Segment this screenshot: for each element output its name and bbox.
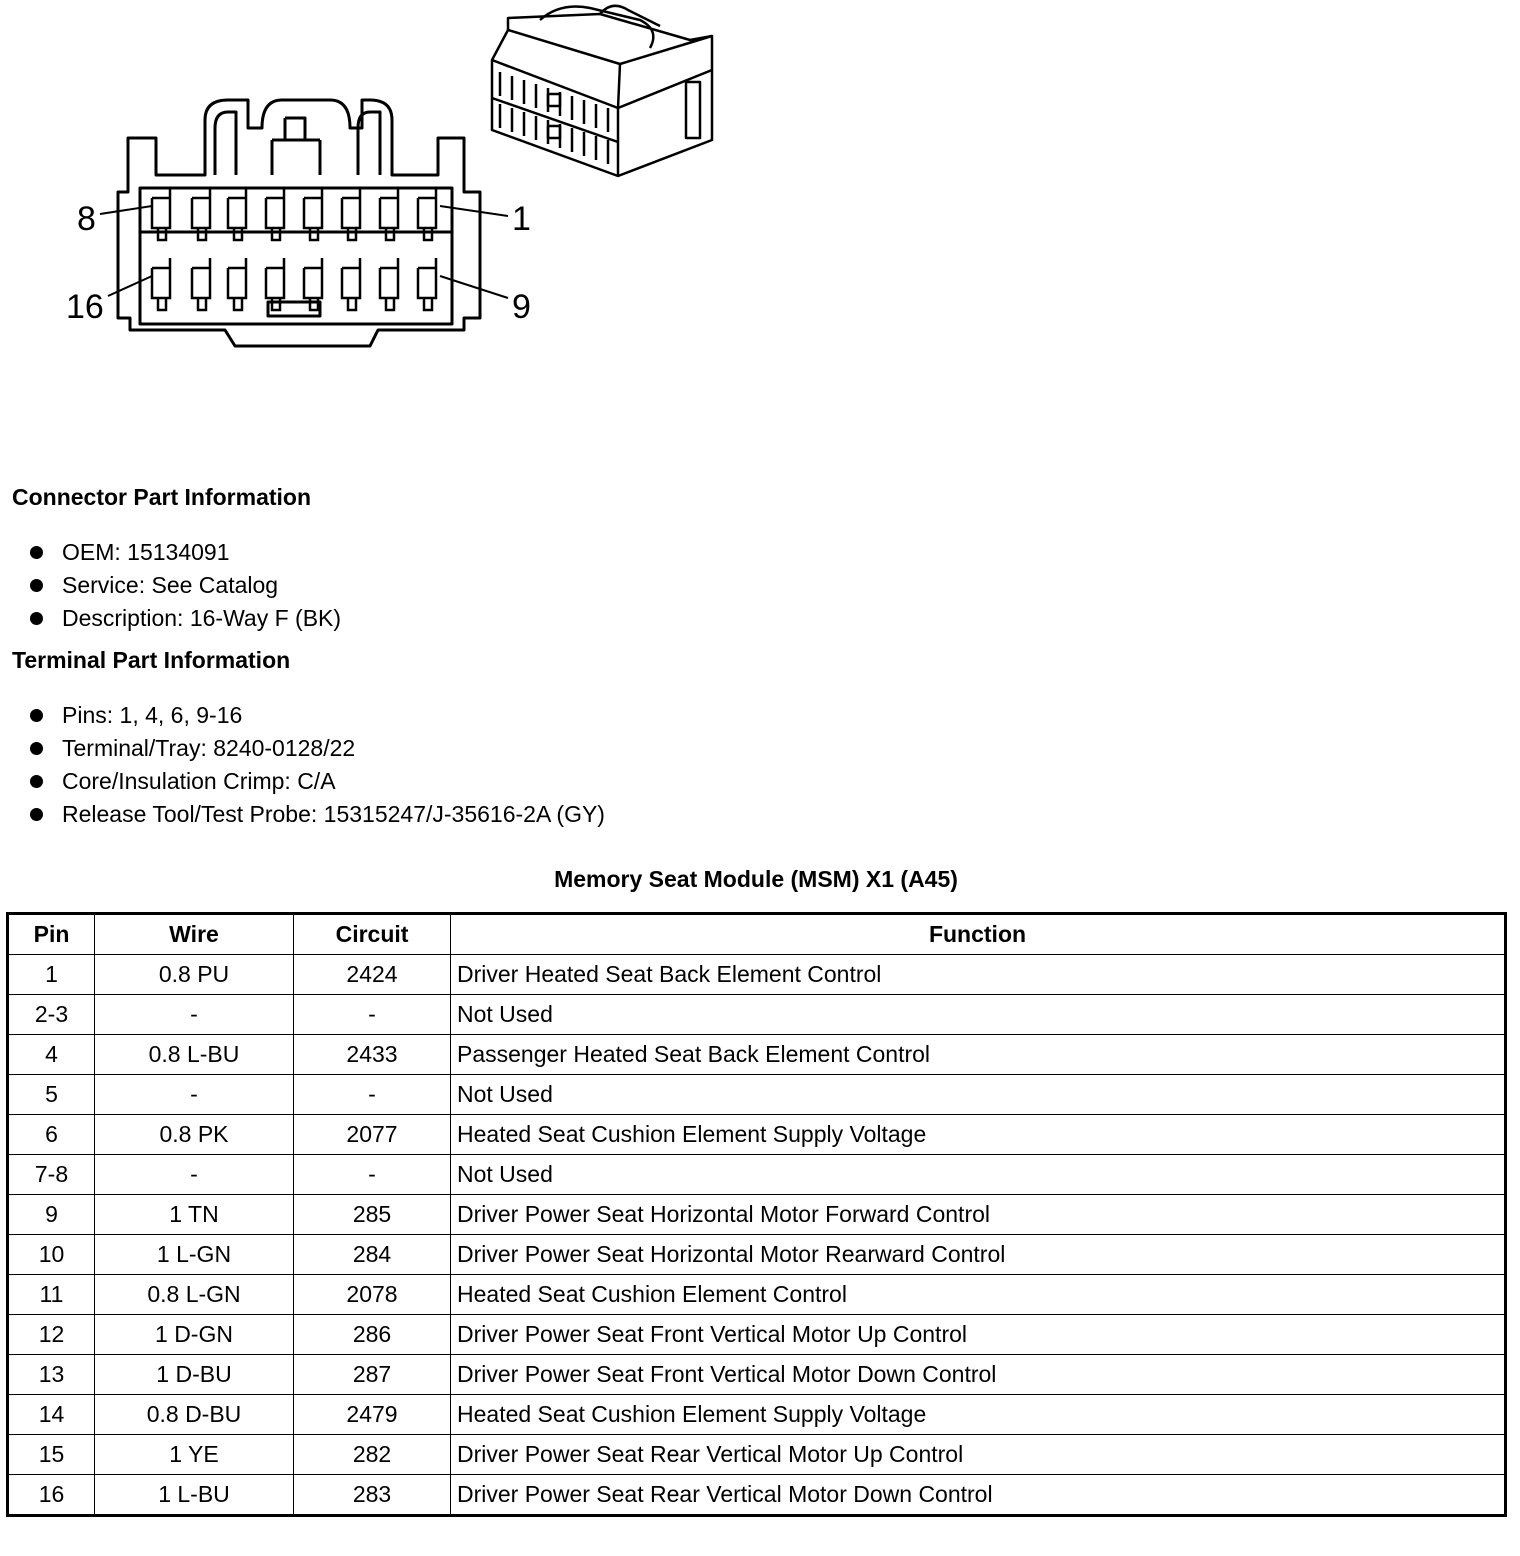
cell-function: Driver Power Seat Horizontal Motor Rearward Control	[451, 1235, 1506, 1275]
cell-pin: 15	[8, 1435, 95, 1475]
cell-circuit: -	[294, 1075, 451, 1115]
cell-circuit: 286	[294, 1315, 451, 1355]
cell-pin: 5	[8, 1075, 95, 1115]
cell-wire: 1 L-GN	[95, 1235, 294, 1275]
cell-pin: 2-3	[8, 995, 95, 1035]
terminal-info-list	[30, 699, 605, 831]
cell-function: Heated Seat Cushion Element Control	[451, 1275, 1506, 1315]
pinout-table	[6, 912, 1507, 1517]
cell-wire: 0.8 PK	[95, 1115, 294, 1155]
table-row	[8, 1195, 1506, 1235]
column-header-pin: Pin	[8, 914, 95, 955]
table-row	[8, 1035, 1506, 1075]
cell-function: Heated Seat Cushion Element Supply Voltage	[451, 1395, 1506, 1435]
cell-function: Not Used	[451, 1075, 1506, 1115]
table-row	[8, 1155, 1506, 1195]
cell-pin: 14	[8, 1395, 95, 1435]
cell-circuit: -	[294, 1155, 451, 1195]
cell-pin: 6	[8, 1115, 95, 1155]
cell-function: Not Used	[451, 995, 1506, 1035]
cell-function: Passenger Heated Seat Back Element Control	[451, 1035, 1506, 1075]
cell-circuit: 284	[294, 1235, 451, 1275]
cell-circuit: 283	[294, 1475, 451, 1516]
cell-circuit: 2433	[294, 1035, 451, 1075]
cell-wire: 0.8 D-BU	[95, 1395, 294, 1435]
cell-function: Not Used	[451, 1155, 1506, 1195]
cell-function: Driver Power Seat Front Vertical Motor Up Control	[451, 1315, 1506, 1355]
cell-wire: 0.8 PU	[95, 955, 294, 995]
cell-pin: 13	[8, 1355, 95, 1395]
cell-wire: 1 TN	[95, 1195, 294, 1235]
list-item: Terminal/Tray: 8240-0128/22	[30, 732, 605, 765]
column-header-function: Function	[451, 914, 1506, 955]
connector-cavity	[140, 188, 452, 324]
list-item: Core/Insulation Crimp: C/A	[30, 765, 605, 798]
table-body	[8, 955, 1506, 1516]
cell-wire: -	[95, 1155, 294, 1195]
cell-circuit: 287	[294, 1355, 451, 1395]
cell-wire: 0.8 L-GN	[95, 1275, 294, 1315]
table-row	[8, 1075, 1506, 1115]
list-item: Description: 16-Way F (BK)	[30, 602, 341, 635]
cell-circuit: 282	[294, 1435, 451, 1475]
table-row	[8, 1115, 1506, 1155]
cell-pin: 16	[8, 1475, 95, 1516]
cell-function: Driver Power Seat Horizontal Motor Forward Control	[451, 1195, 1506, 1235]
cell-function: Driver Heated Seat Back Element Control	[451, 955, 1506, 995]
callout-pin-8: 8	[77, 200, 96, 238]
table-row	[8, 1235, 1506, 1275]
connector-info-list	[30, 536, 341, 635]
table-row	[8, 995, 1506, 1035]
cell-wire: 0.8 L-BU	[95, 1035, 294, 1075]
table-row	[8, 1315, 1506, 1355]
cell-wire: 1 YE	[95, 1435, 294, 1475]
list-item: OEM: 15134091	[30, 536, 341, 569]
callout-pin-16: 16	[66, 288, 104, 326]
cell-function: Driver Power Seat Rear Vertical Motor Down Control	[451, 1475, 1506, 1516]
terminal-info-heading: Terminal Part Information	[12, 647, 291, 673]
connector-info-heading: Connector Part Information	[12, 484, 312, 510]
cell-pin: 1	[8, 955, 95, 995]
table-row	[8, 1435, 1506, 1475]
table-header-row	[8, 914, 1506, 955]
list-item: Service: See Catalog	[30, 569, 341, 602]
cell-wire: -	[95, 995, 294, 1035]
connector-diagram	[0, 0, 760, 420]
cell-circuit: -	[294, 995, 451, 1035]
table-title: Memory Seat Module (MSM) X1 (A45)	[554, 866, 958, 892]
cell-pin: 7-8	[8, 1155, 95, 1195]
list-item: Release Tool/Test Probe: 15315247/J-35616-2A (GY)	[30, 798, 605, 831]
connector-isometric-view	[492, 6, 712, 176]
table-row	[8, 1475, 1506, 1516]
cell-wire: 1 D-BU	[95, 1355, 294, 1395]
cell-pin: 9	[8, 1195, 95, 1235]
table-row	[8, 1275, 1506, 1315]
cell-circuit: 2077	[294, 1115, 451, 1155]
cell-circuit: 2078	[294, 1275, 451, 1315]
table-row	[8, 1395, 1506, 1435]
column-header-circuit: Circuit	[294, 914, 451, 955]
cell-pin: 10	[8, 1235, 95, 1275]
cell-pin: 4	[8, 1035, 95, 1075]
list-item: Pins: 1, 4, 6, 9-16	[30, 699, 605, 732]
cell-circuit: 2479	[294, 1395, 451, 1435]
cell-pin: 11	[8, 1275, 95, 1315]
cell-circuit: 285	[294, 1195, 451, 1235]
table-row	[8, 955, 1506, 995]
column-header-wire: Wire	[95, 914, 294, 955]
cell-function: Heated Seat Cushion Element Supply Voltage	[451, 1115, 1506, 1155]
table-row	[8, 1355, 1506, 1395]
cell-circuit: 2424	[294, 955, 451, 995]
cell-wire: -	[95, 1075, 294, 1115]
cell-function: Driver Power Seat Rear Vertical Motor Up Control	[451, 1435, 1506, 1475]
cell-wire: 1 L-BU	[95, 1475, 294, 1516]
cell-wire: 1 D-GN	[95, 1315, 294, 1355]
cell-pin: 12	[8, 1315, 95, 1355]
cell-function: Driver Power Seat Front Vertical Motor Down Control	[451, 1355, 1506, 1395]
callout-pin-1: 1	[512, 200, 531, 238]
callout-pin-9: 9	[512, 288, 531, 326]
